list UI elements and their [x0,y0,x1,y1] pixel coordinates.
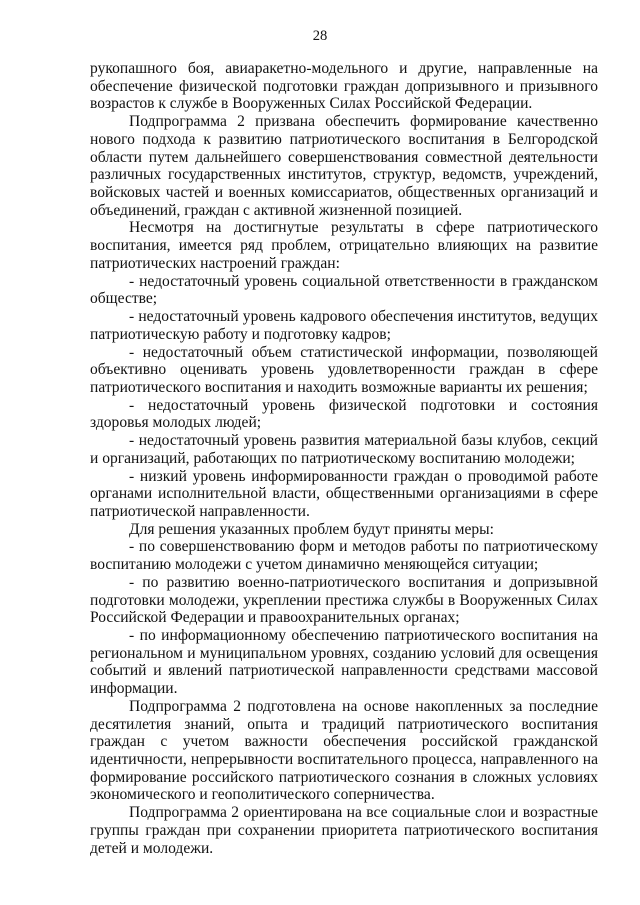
problem-list-item: - недостаточный уровень кадрового обеспечения институтов, ведущих патриотическую работу и подготовку кадров; [90,308,598,343]
measure-list-item: - по совершенствованию форм и методов работы по патриотическому воспитанию молодежи с учетом динамично меняющейся ситуации; [90,538,598,574]
paragraph-subprogram-target: Подпрограмма 2 ориентирована на все социальные слои и возрастные группы граждан при сохранении приоритета патриотического воспитания детей и молодежи. [90,804,598,857]
measure-list-item: - по развитию военно-патриотического воспитания и допризывной подготовки молодежи, укреплении престижа службы в Вооруженных Силах Российской Федерации и правоохранительных органах; [90,573,598,627]
problem-list-item: - низкий уровень информированности граждан о проводимой работе органами исполнительной власти, общественными организациями в сфере патриотической направленности. [90,467,598,520]
problem-list-item: - недостаточный уровень развития материальной базы клубов, секций и организаций, работающих по патриотическому воспитанию молодежи; [90,432,598,467]
document-body [90,60,598,857]
measure-list-item: - по информационному обеспечению патриотического воспитания на региональном и муниципальном уровнях, созданию условий для освещения событий и явлений патриотической направленности средствами массовой информации. [90,627,598,698]
paragraph-continuation: рукопашного боя, авиаракетно-модельного и другие, направленные на обеспечение физической подготовки граждан допризывного и призывного возрастов к службе в Вооруженных Силах Российской Федерации. [90,60,598,113]
problem-list-item: - недостаточный объем статистической информации, позволяющей объективно оценивать уровень удовлетворенности граждан в сфере патриотического воспитания и находить возможные варианты их решения; [90,343,598,396]
page-number: 28 [312,28,328,44]
problem-list-item: - недостаточный уровень социальной ответственности в гражданском обществе; [90,272,598,308]
paragraph-subprogram-basis: Подпрограмма 2 подготовлена на основе накопленных за последние десятилетия знаний, опыта и традиций патриотического воспитания граждан с учетом важности обеспечения российской гражданской идентичности, непрерывности воспитательного процесса, направленного на формирование российского патриотического сознания в сложных условиях экономического и геополитического соперничества. [90,697,598,804]
paragraph-measures-intro: Для решения указанных проблем будут приняты меры: [129,520,494,538]
paragraph-problems-intro: Несмотря на достигнутые результаты в сфере патриотического воспитания, имеется ряд проблем, отрицательно влияющих на развитие патриотических настроений граждан: [90,219,598,272]
problem-list-item: - недостаточный уровень физической подготовки и состояния здоровья молодых людей; [90,396,598,432]
paragraph-subprogram-purpose: Подпрограмма 2 призвана обеспечить формирование качественно нового подхода к развитию патриотического воспитания в Белгородской области путем дальнейшего совершенствования совместной деятельности различных государственных институтов, структур, ведомств, учреждений, войсковых частей и военных комиссариатов, общественных организаций и объединений, граждан с активной жизненной позицией. [90,113,598,219]
